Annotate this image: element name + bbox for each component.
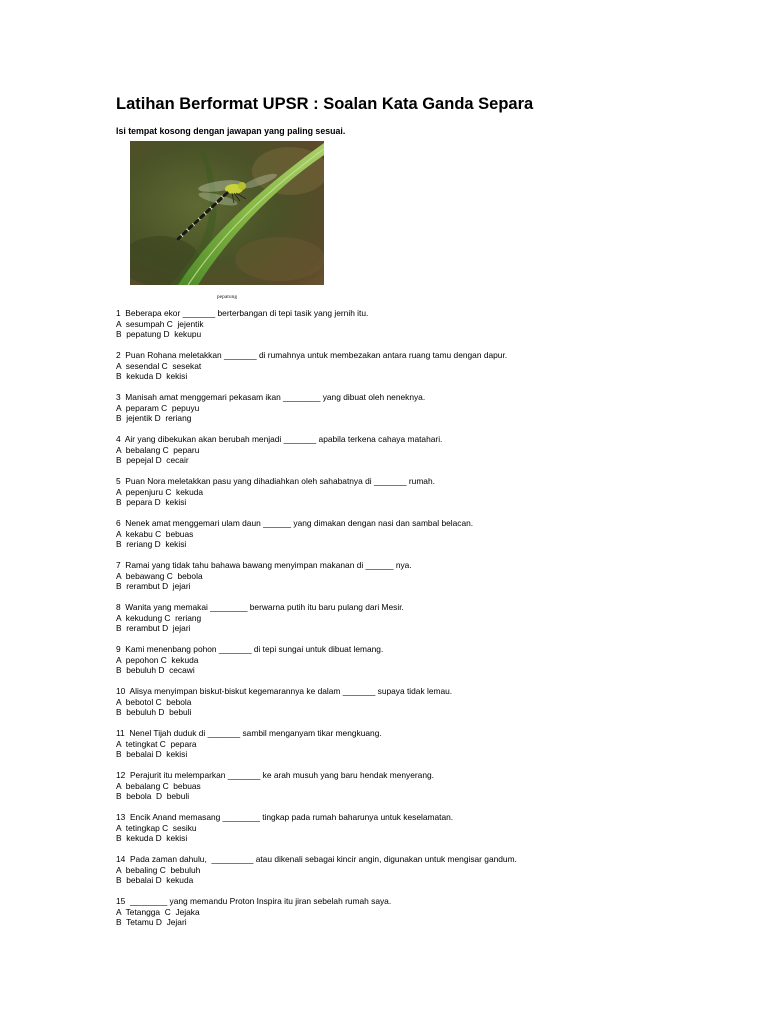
options-row-2: B bebuluh D bebuli [116, 707, 192, 717]
question-12 [116, 770, 716, 812]
question-stem: 5 Puan Nora meletakkan pasu yang dihadiahkan oleh sahabatnya di _______ rumah. [116, 476, 435, 486]
figure-caption: pepatung [216, 294, 238, 300]
options-row-1: A tetingkap C sesiku [116, 822, 197, 833]
question-stem: 9 Kami menenbang pohon _______ di tepi sungai untuk dibuat lemang. [116, 644, 384, 654]
question-stem: 4 Air yang dibekukan akan berubah menjadi _______ apabila terkena cahaya matahari. [116, 434, 443, 444]
question-13 [116, 812, 716, 854]
options-row-1: A sesendal C sesekat [116, 360, 202, 371]
question-stem: 12 Perajurit itu melemparkan _______ ke arah musuh yang baru hendak menyerang. [116, 770, 434, 780]
question-1 [116, 308, 716, 350]
question-stem: 15 ________ yang memandu Proton Inspira itu jiran sebelah rumah saya. [116, 896, 392, 906]
question-stem: 11 Nenel Tijah duduk di _______ sambil menganyam tikar mengkuang. [116, 728, 382, 738]
question-list [116, 308, 716, 938]
options-row-2: B pepara D kekisi [116, 497, 187, 507]
question-stem: 13 Encik Anand memasang ________ tingkap pada rumah baharunya untuk keselamatan. [116, 812, 454, 822]
options-row-2: B kekuda D kekisi [116, 833, 188, 843]
options-row-2: B bebola D bebuli [116, 791, 190, 801]
options-row-2: B reriang D kekisi [116, 539, 187, 549]
question-stem: 8 Wanita yang memakai ________ berwarna putih itu baru pulang dari Mesir. [116, 602, 404, 612]
question-9 [116, 644, 716, 686]
question-stem: 3 Manisah amat menggemari pekasam ikan ________ yang dibuat oleh neneknya. [116, 392, 426, 402]
options-row-1: A bebaling C bebuluh [116, 864, 201, 875]
options-row-2: B bebalai D kekuda [116, 875, 194, 885]
options-row-1: A sesumpah C jejentik [116, 318, 204, 329]
options-row-1: A pepohon C kekuda [116, 654, 199, 665]
options-row-2: B bebalai D kekisi [116, 749, 188, 759]
options-row-2: B rerambut D jejari [116, 623, 191, 633]
question-11 [116, 728, 716, 770]
question-8 [116, 602, 716, 644]
options-row-1: A Tetangga C Jejaka [116, 906, 200, 917]
options-row-2: B pepejal D cecair [116, 455, 189, 465]
question-15 [116, 896, 716, 938]
question-stem: 1 Beberapa ekor _______ berterbangan di tepi tasik yang jernih itu. [116, 308, 369, 318]
question-stem: 10 Alisya menyimpan biskut-biskut kegemarannya ke dalam _______ supaya tidak lemau. [116, 686, 453, 696]
options-row-1: A peparam C pepuyu [116, 402, 200, 413]
question-14 [116, 854, 716, 896]
options-row-1: A bebotol C bebola [116, 696, 192, 707]
options-row-2: B bebuluh D cecawi [116, 665, 195, 675]
question-5 [116, 476, 716, 518]
options-row-1: A tetingkat C pepara [116, 738, 197, 749]
options-row-2: B Tetamu D Jejari [116, 917, 187, 927]
question-3 [116, 392, 716, 434]
question-2 [116, 350, 716, 392]
options-row-1: A kekabu C bebuas [116, 528, 194, 539]
figure [125, 138, 329, 306]
options-row-2: B rerambut D jejari [116, 581, 191, 591]
options-row-1: A bebawang C bebola [116, 570, 203, 581]
options-row-1: A bebalang C bebuas [116, 780, 201, 791]
question-7 [116, 560, 716, 602]
options-row-1: A kekudung C reriang [116, 612, 202, 623]
question-stem: 2 Puan Rohana meletakkan _______ di rumahnya untuk membezakan antara ruang tamu dengan dapur. [116, 350, 508, 360]
options-row-2: B kekuda D kekisi [116, 371, 188, 381]
options-row-2: B jejentik D reriang [116, 413, 192, 423]
question-stem: 7 Ramai yang tidak tahu bahawa bawang menyimpan makanan di ______ nya. [116, 560, 412, 570]
question-stem: 6 Nenek amat menggemari ulam daun ______ yang dimakan dengan nasi dan sambal belacan. [116, 518, 474, 528]
options-row-2: B pepatung D kekupu [116, 329, 202, 339]
question-6 [116, 518, 716, 560]
dragonfly-photo [130, 141, 324, 285]
question-4 [116, 434, 716, 476]
options-row-1: A bebalang C peparu [116, 444, 200, 455]
question-10 [116, 686, 716, 728]
options-row-1: A pepenjuru C kekuda [116, 486, 204, 497]
instruction-text: Isi tempat kosong dengan jawapan yang paling sesuai. [116, 126, 346, 136]
question-stem: 14 Pada zaman dahulu, _________ atau dikenali sebagai kincir angin, digunakan untuk mengisar gandum. [116, 854, 517, 864]
page-title: Latihan Berformat UPSR : Soalan Kata Ganda Separa [116, 95, 534, 113]
